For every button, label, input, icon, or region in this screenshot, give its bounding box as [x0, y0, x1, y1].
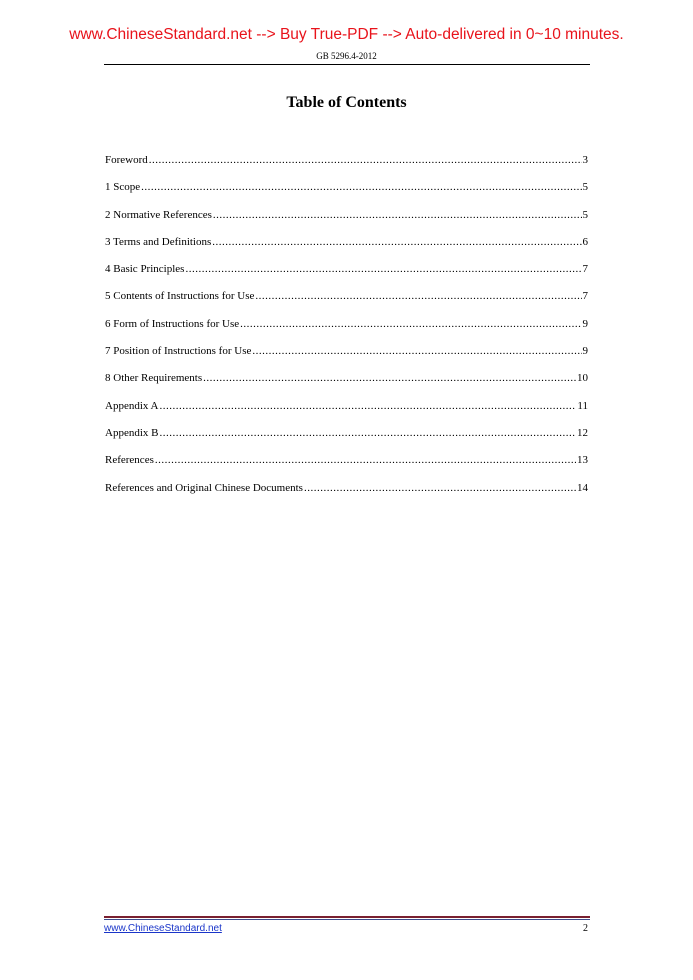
toc-entry-page: 5	[582, 208, 588, 221]
toc-dot-leader	[255, 288, 581, 304]
toc-dot-leader	[159, 425, 576, 441]
toc-dot-leader	[213, 207, 582, 223]
toc-dot-leader	[149, 152, 582, 168]
toc-entry-appendix-b[interactable]	[105, 425, 588, 452]
toc-entry-page: 9	[582, 317, 588, 330]
toc-dot-leader	[304, 480, 576, 496]
toc-entry-terms-and-definitions[interactable]	[105, 234, 588, 261]
toc-entry-other-requirements[interactable]	[105, 370, 588, 397]
toc-entry-label: 2 Normative References	[105, 208, 212, 221]
toc-entry-page: 12	[577, 426, 588, 439]
top-banner[interactable]: www.ChineseStandard.net --> Buy True-PDF --> Auto-delivered in 0~10 minutes.	[69, 26, 624, 43]
toc-entry-page: 11	[577, 399, 588, 412]
toc-dot-leader	[185, 261, 581, 277]
toc-dot-leader	[240, 316, 581, 332]
toc-entry-scope[interactable]	[105, 179, 588, 206]
toc-entry-label: References	[105, 454, 154, 467]
toc-dot-leader	[203, 370, 576, 386]
toc-dot-leader	[155, 452, 576, 468]
toc-entry-references-and-original-documents[interactable]	[105, 480, 588, 507]
toc-dot-leader	[212, 234, 581, 250]
toc-entry-foreword[interactable]	[105, 152, 588, 179]
toc-entry-page: 3	[582, 154, 588, 166]
toc-entry-page: 7	[582, 290, 588, 303]
toc-entry-page: 9	[582, 345, 588, 358]
toc-entry-label: References and Original Chinese Documents	[105, 481, 303, 494]
toc-entry-label: 3 Terms and Definitions	[105, 235, 212, 248]
toc-entry-references[interactable]	[105, 452, 588, 479]
toc-entry-page: 5	[582, 181, 588, 194]
toc-entry-label: 4 Basic Principles	[105, 263, 185, 276]
toc-entry-normative-references[interactable]	[105, 207, 588, 234]
document-code: GB 5296.4-2012	[316, 51, 377, 61]
footer-website-link[interactable]: www.ChineseStandard.net	[104, 923, 222, 934]
toc-dot-leader	[159, 398, 576, 414]
toc-title: Table of Contents	[286, 94, 407, 111]
toc-entry-page: 10	[577, 372, 588, 385]
toc-entry-label: 5 Contents of Instructions for Use	[105, 290, 255, 303]
toc-entry-label: 8 Other Requirements	[105, 372, 203, 385]
toc-entry-contents-of-instructions[interactable]	[105, 288, 588, 315]
toc-entry-page: 14	[577, 481, 588, 494]
toc-entry-label: Foreword	[105, 154, 148, 166]
toc-entry-page: 7	[582, 263, 588, 276]
page-number: 2	[583, 923, 588, 934]
footer-divider-thin	[104, 919, 590, 920]
toc-entry-basic-principles[interactable]	[105, 261, 588, 288]
toc-entry-form-of-instructions[interactable]	[105, 316, 588, 343]
toc-entry-page: 6	[582, 235, 588, 248]
toc-dot-leader	[252, 343, 581, 359]
toc-entry-label: Appendix A	[105, 399, 159, 412]
toc-entry-appendix-a[interactable]	[105, 398, 588, 425]
footer-divider-thick	[104, 916, 590, 918]
toc-entry-label: Appendix B	[105, 426, 159, 439]
toc-list	[105, 152, 588, 507]
toc-entry-label: 7 Position of Instructions for Use	[105, 345, 252, 358]
toc-entry-page: 13	[577, 454, 588, 467]
header-divider	[104, 64, 590, 65]
toc-entry-position-of-instructions[interactable]	[105, 343, 588, 370]
toc-entry-label: 1 Scope	[105, 181, 141, 194]
toc-entry-label: 6 Form of Instructions for Use	[105, 317, 240, 330]
toc-dot-leader	[141, 179, 581, 195]
